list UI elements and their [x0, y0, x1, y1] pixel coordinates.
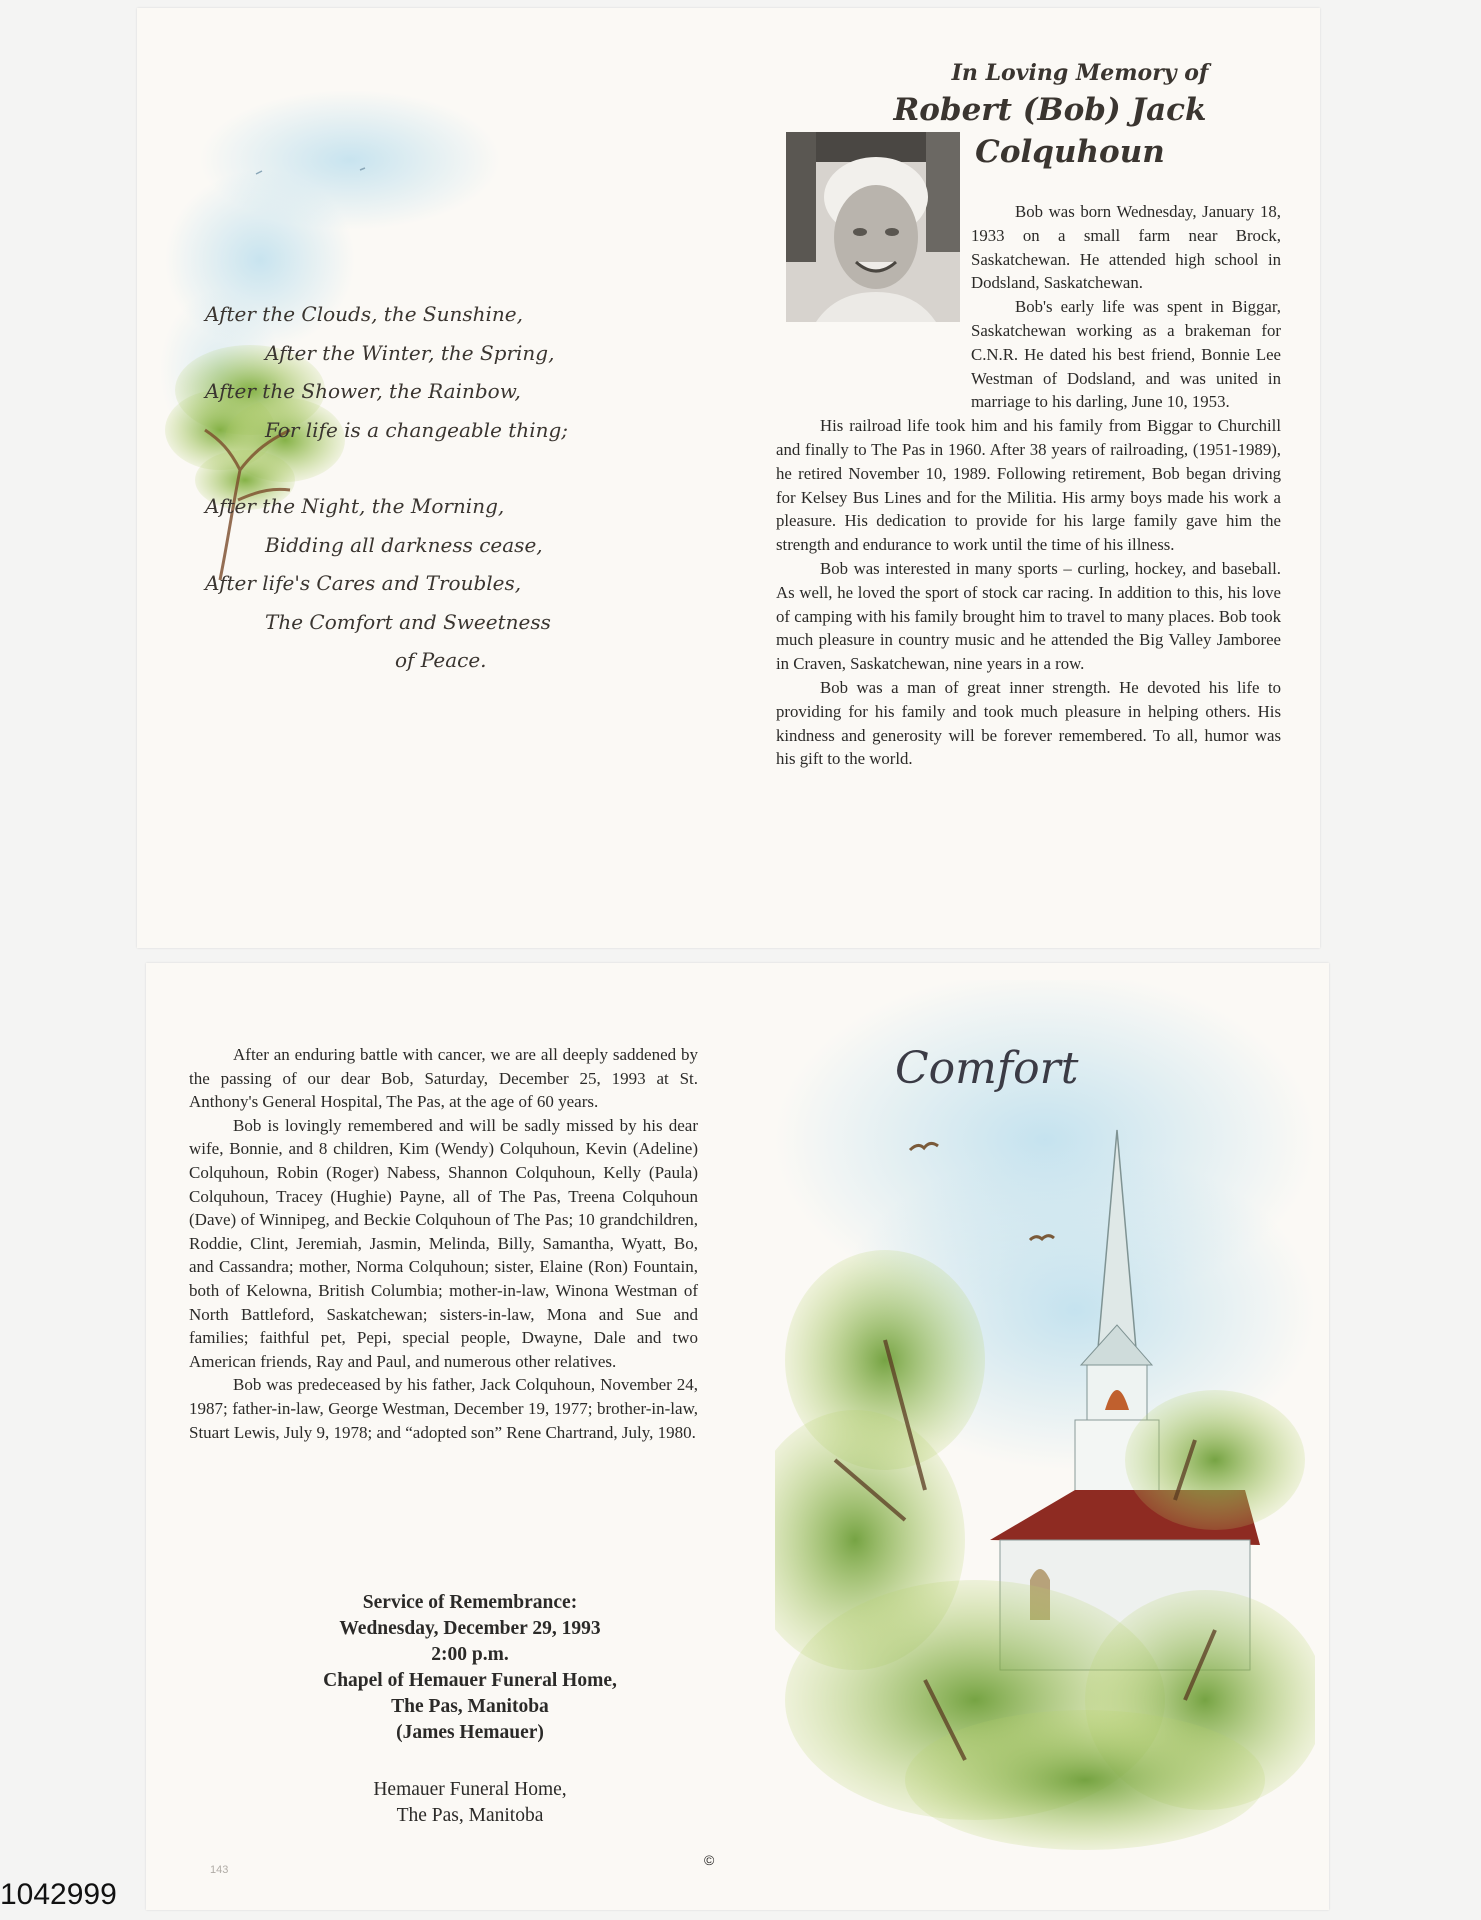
service-line: 2:00 p.m. — [431, 1644, 509, 1665]
memorial-surname: Colquhoun — [975, 134, 1165, 170]
obituary-paragraph: Bob's early life was spent in Biggar, Saskatchewan working as a brakeman for C.N.R. He dated his best friend, Bonnie Lee Westman of Dodsland, and was united in marriage to his darling, June 10, 1953. — [971, 297, 1281, 412]
biography-paragraph: After an enduring battle with cancer, we are all deeply saddened by the passing of our dear Bob, Saturday, December 25, 1993 at St. Anthony's General Hospital, The Pas, at the age of 60 years. — [189, 1045, 698, 1112]
biography-paragraph: Bob was predeceased by his father, Jack Colquhoun, November 24, 1987; father-in-law, George Westman, December 19, 1977; brother-in-law, Stuart Lewis, July 9, 1978; and “adopted son” Rene Chartrand, July, 1980. — [189, 1375, 698, 1442]
biography-text — [189, 1043, 698, 1444]
poem-line: For life is a changeable thing; — [265, 417, 569, 442]
service-line: Service of Remembrance: — [362, 1592, 578, 1613]
memorial-pretitle: In Loving Memory of — [951, 60, 1209, 86]
archive-id: 1042999 — [0, 1878, 117, 1911]
cover-title: Comfort — [895, 1043, 1079, 1094]
service-line: The Pas, Manitoba — [391, 1696, 549, 1717]
service-line: Wednesday, December 29, 1993 — [339, 1618, 601, 1639]
obituary-paragraph: His railroad life took him and his family from Biggar to Churchill and finally to The Pas in 1960. After 38 years of railroading, (1951-1989), he retired November 10, 1989. Following retirement, Bob began driving for Kelsey Bus Lines and for the Militia. His army boys made his work a pleasure. His dedication to provide for his large family gave him the strength and endurance to work until the time of his illness. — [776, 416, 1281, 555]
memorial-name: Robert (Bob) Jack — [893, 92, 1207, 128]
poem-line: Bidding all darkness cease, — [265, 532, 543, 557]
service-details — [250, 1590, 690, 1746]
poem-line: After the Night, the Morning, — [205, 494, 505, 518]
service-line: (James Hemauer) — [396, 1722, 544, 1743]
poem-line: The Comfort and Sweetness — [265, 609, 551, 634]
church-watercolor-illustration — [775, 980, 1315, 1860]
poem-line: After the Shower, the Rainbow, — [205, 379, 521, 403]
obituary-paragraph: Bob was born Wednesday, January 18, 1933 on a small farm near Brock, Saskatchewan. He attended high school in Dodsland, Saskatchewan. — [971, 202, 1281, 293]
funeral-home — [250, 1777, 690, 1829]
copyright-mark: © — [704, 1852, 715, 1868]
poem-line: After the Clouds, the Sunshine, — [205, 302, 523, 326]
biography-paragraph: Bob is lovingly remembered and will be sadly missed by his dear wife, Bonnie, and 8 children, Kim (Wendy) Colquhoun, Kevin (Adeline) Colquhoun, Robin (Roger) Nabess, Shannon Colquhoun, Kelly (Paula) Colquhoun, Tracey (Hughie) Payne, all of The Pas, Treena Colquhoun (Dave) of Winnipeg, and Beckie Colquhoun of The Pas; 10 grandchildren, Roddie, Clint, Jeremiah, Jasmin, Melinda, Billy, Samantha, Wyatt, Bo, and Cassandra; mother, Norma Colquhoun; sister, Elaine (Ron) Fountain, both of Kelowna, British Columbia; mother-in-law, Winona Westman of North Battleford, Saskatchewan; sisters-in-law, Mona and Sue and families; faithful pet, Pepi, special people, Dwayne, Dale and two American friends, Ray and Paul, and numerous other relatives. — [189, 1115, 698, 1371]
funeral-home-line: The Pas, Manitoba — [396, 1805, 544, 1826]
page-number: 143 — [210, 1864, 229, 1876]
poem-line: After the Winter, the Spring, — [265, 340, 555, 365]
poem — [205, 295, 645, 680]
poem-line: After life's Cares and Troubles, — [205, 571, 522, 595]
obituary-paragraph: Bob was interested in many sports – curling, hockey, and baseball. As well, he loved the sport of stock car racing. In addition to this, his love of camping with his family brought him to travel to many places. Bob took much pleasure in country music and he attended the Big Valley Jamboree in Craven, Saskatchewan, nine years in a row. — [776, 558, 1281, 674]
obituary-text — [776, 200, 1281, 771]
poem-line: of Peace. — [395, 648, 487, 672]
obituary-paragraph: Bob was a man of great inner strength. He devoted his life to providing for his family and took much pleasure in helping others. His kindness and generosity will be forever remembered. To all, humor was his gift to the world. — [776, 677, 1281, 769]
funeral-home-line: Hemauer Funeral Home, — [373, 1779, 567, 1800]
service-line: Chapel of Hemauer Funeral Home, — [323, 1670, 617, 1691]
